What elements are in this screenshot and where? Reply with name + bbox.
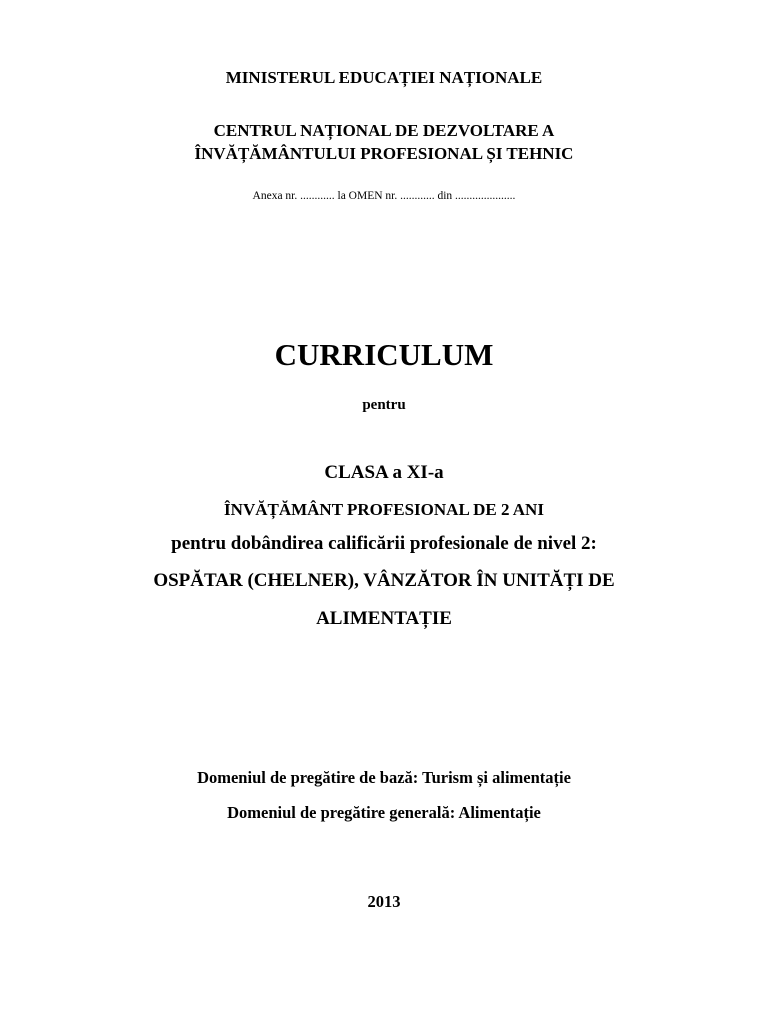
document-title: CURRICULUM <box>274 337 494 372</box>
title-for: pentru <box>362 397 406 413</box>
qualification-line1: OSPĂTAR (CHELNER), VÂNZĂTOR ÎN UNITĂȚI DE <box>153 570 615 591</box>
annex-reference: Anexa nr. ............ la OMEN nr. ............ din ..................... <box>252 190 516 202</box>
centre-heading-line2: ÎNVĂȚĂMÂNTULUI PROFESIONAL ȘI TEHNIC <box>194 144 574 163</box>
publication-year: 2013 <box>367 892 401 911</box>
ministry-heading: MINISTERUL EDUCAȚIEI NAȚIONALE <box>225 68 543 87</box>
qualification-line2: ALIMENTAȚIE <box>316 608 452 629</box>
class-level: CLASA a XI-a <box>324 462 444 483</box>
centre-heading-line1: CENTRUL NAȚIONAL DE DEZVOLTARE A <box>213 121 555 140</box>
base-training-domain: Domeniul de pregătire de bază: Turism și alimentație <box>197 768 571 787</box>
general-training-domain: Domeniul de pregătire generală: Alimentație <box>227 803 541 822</box>
education-type: ÎNVĂȚĂMÂNT PROFESIONAL DE 2 ANI <box>224 500 544 519</box>
qualification-intro: pentru dobândirea calificării profesionale de nivel 2: <box>171 533 597 554</box>
